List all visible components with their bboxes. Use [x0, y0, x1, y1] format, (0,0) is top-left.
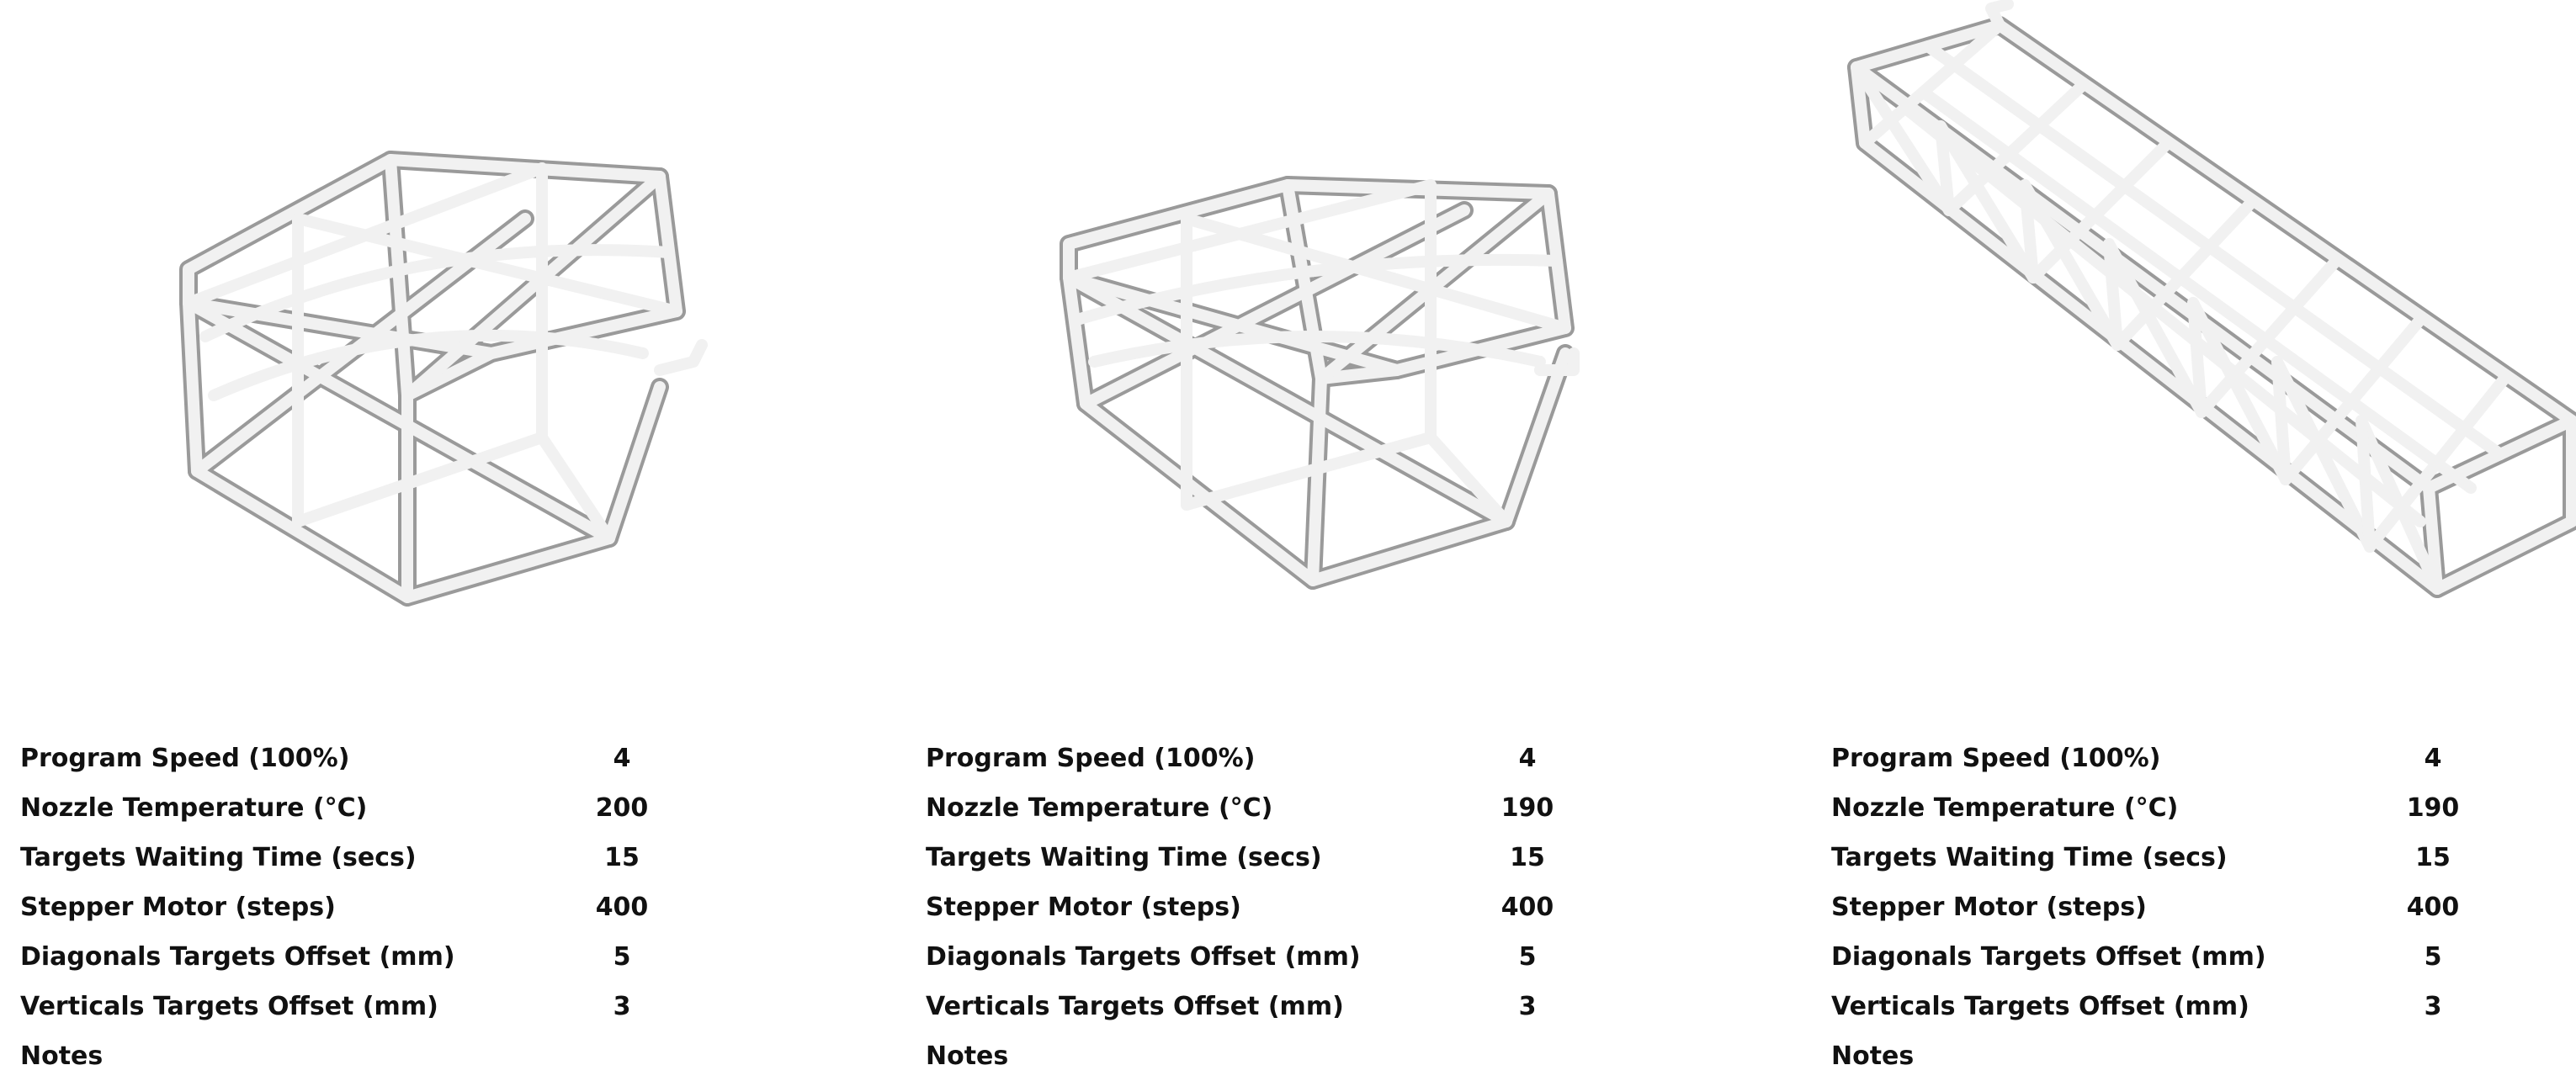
- param-value: 3: [2424, 992, 2442, 1021]
- param-row: [20, 932, 862, 982]
- param-row: [926, 833, 1767, 882]
- param-value: 4: [1518, 744, 1537, 773]
- notes-label: Notes: [926, 1041, 1009, 1071]
- lattice-beam-svg: [1831, 0, 2576, 690]
- param-value: 3: [613, 992, 631, 1021]
- parameter-table-2: [926, 734, 1767, 1081]
- panel-3: [1831, 0, 2576, 1075]
- lattice-block-render-icon: [926, 0, 1767, 690]
- lattice-block-svg-2: [926, 0, 1767, 690]
- param-value: 5: [613, 942, 631, 972]
- param-row: [1831, 882, 2576, 932]
- lattice-block-svg-1: [20, 0, 862, 690]
- param-value: 5: [1518, 942, 1537, 972]
- param-row: [926, 783, 1767, 833]
- parameter-table-3: [1831, 734, 2576, 1081]
- param-value: 400: [1500, 893, 1554, 922]
- param-label: Stepper Motor (steps): [20, 893, 336, 922]
- param-value: 3: [1518, 992, 1537, 1021]
- lattice-block-render-icon: [20, 0, 862, 690]
- param-value: 4: [2424, 744, 2442, 773]
- param-row: [1831, 932, 2576, 982]
- param-value: 5: [2424, 942, 2442, 972]
- param-value: 400: [595, 893, 649, 922]
- param-row: [1831, 982, 2576, 1031]
- param-label: Verticals Targets Offset (mm): [20, 992, 438, 1021]
- param-label: Diagonals Targets Offset (mm): [20, 942, 455, 972]
- param-row: [926, 932, 1767, 982]
- param-row: [926, 882, 1767, 932]
- param-label: Targets Waiting Time (secs): [1831, 843, 2228, 872]
- param-label: Nozzle Temperature (°C): [1831, 793, 2179, 823]
- notes-label: Notes: [1831, 1041, 1915, 1071]
- param-label: Targets Waiting Time (secs): [926, 843, 1322, 872]
- param-label: Nozzle Temperature (°C): [20, 793, 368, 823]
- param-row: [20, 982, 862, 1031]
- param-label: Stepper Motor (steps): [926, 893, 1241, 922]
- param-value: 400: [2406, 893, 2460, 922]
- parameter-table-1: [20, 734, 862, 1081]
- param-row: [20, 833, 862, 882]
- lattice-beam-render-icon: [1831, 0, 2576, 690]
- param-label: Targets Waiting Time (secs): [20, 843, 417, 872]
- param-value: 15: [2415, 843, 2451, 872]
- param-label: Program Speed (100%): [1831, 744, 2161, 773]
- param-label: Diagonals Targets Offset (mm): [926, 942, 1361, 972]
- param-value: 190: [2406, 793, 2460, 823]
- param-label: Nozzle Temperature (°C): [926, 793, 1273, 823]
- param-row: [1831, 783, 2576, 833]
- param-value: 15: [604, 843, 640, 872]
- param-row: [20, 882, 862, 932]
- param-label: Verticals Targets Offset (mm): [1831, 992, 2249, 1021]
- param-row: [926, 982, 1767, 1031]
- param-value: 15: [1510, 843, 1545, 872]
- param-label: Diagonals Targets Offset (mm): [1831, 942, 2266, 972]
- param-label: Program Speed (100%): [926, 744, 1256, 773]
- param-row: [20, 783, 862, 833]
- param-row: [1831, 833, 2576, 882]
- param-value: 200: [595, 793, 649, 823]
- param-row: [926, 734, 1767, 783]
- param-label: Verticals Targets Offset (mm): [926, 992, 1344, 1021]
- param-row: [1831, 734, 2576, 783]
- param-label: Stepper Motor (steps): [1831, 893, 2147, 922]
- param-value: 190: [1500, 793, 1554, 823]
- panel-2: [926, 0, 1767, 1075]
- param-label: Program Speed (100%): [20, 744, 350, 773]
- param-row: [20, 734, 862, 783]
- notes-label: Notes: [20, 1041, 104, 1071]
- param-value: 4: [613, 744, 631, 773]
- panel-1: [20, 0, 862, 1075]
